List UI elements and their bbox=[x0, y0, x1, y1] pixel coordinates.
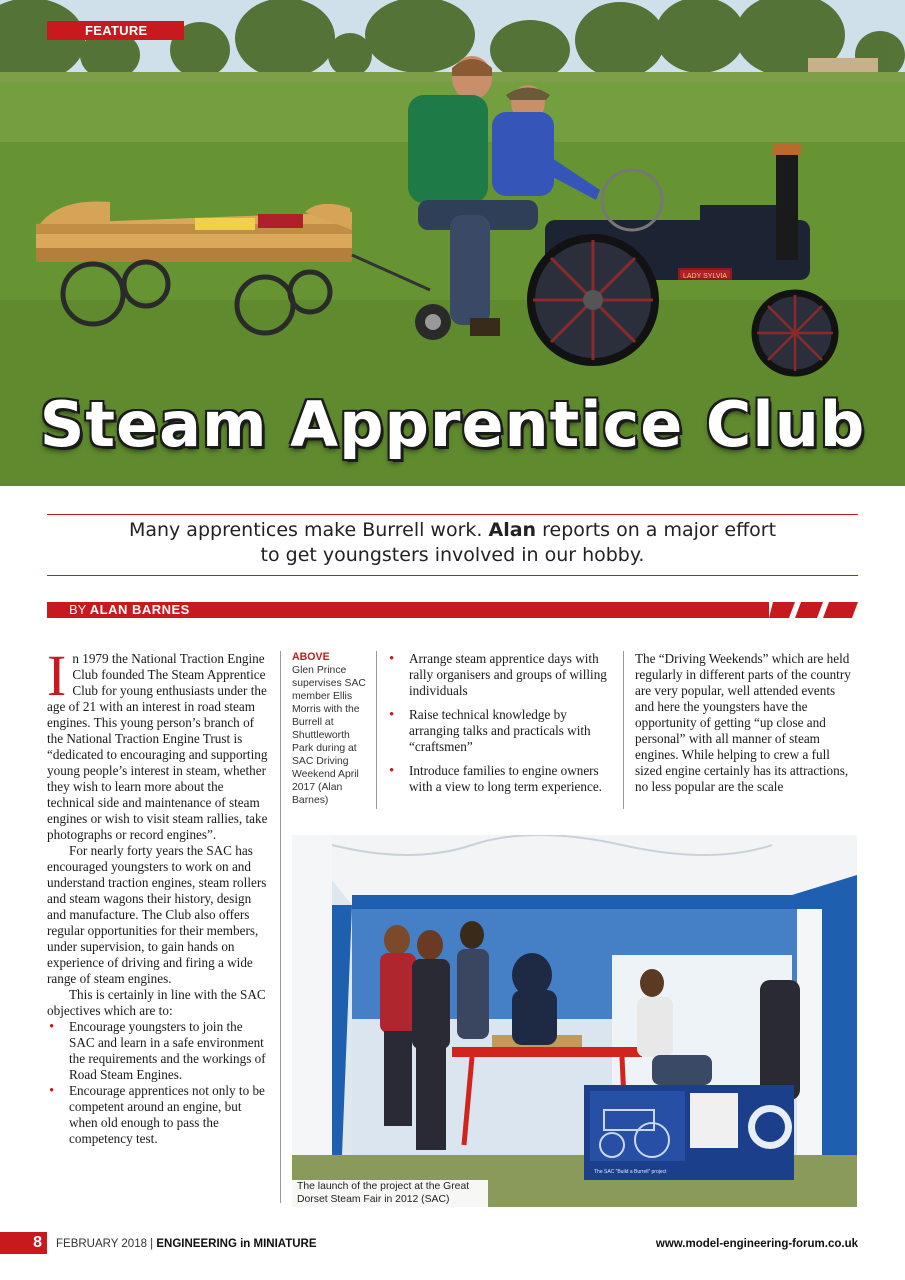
tent-photo bbox=[292, 835, 857, 1207]
list-item: • Encourage youngsters to join the SAC and learn in a safe environment the requirements and the workings of Road Steam Engines. bbox=[47, 1019, 269, 1083]
body-column-1 bbox=[47, 643, 269, 1147]
standfirst-text-b: reports on a major effort bbox=[536, 519, 777, 541]
tent-illustration bbox=[292, 835, 857, 1207]
magazine-name: ENGINEERING in MINIATURE bbox=[156, 1238, 317, 1250]
objectives-list bbox=[47, 1019, 269, 1147]
column-divider bbox=[376, 651, 377, 809]
website-url[interactable]: www.model-engineering-forum.co.uk bbox=[655, 1238, 858, 1250]
objectives-list-continued bbox=[387, 651, 607, 795]
svg-text:LADY SYLVIA: LADY SYLVIA bbox=[683, 273, 728, 280]
standfirst bbox=[47, 518, 858, 568]
section-tag: FEATURE bbox=[47, 21, 184, 40]
body-paragraph: For nearly forty years the SAC has encouraged youngsters to work on and understand traction engines, steam rollers and steam wagons their history, design and manufacture. The Club also offers regular opportunities for their members, under supervision, to gain hands on experience of driving and firing a wide range of steam engines. bbox=[47, 843, 267, 986]
caption-label: ABOVE bbox=[292, 651, 330, 663]
body-paragraph: This is certainly in line with the SAC objectives which are to: bbox=[47, 987, 266, 1018]
body-paragraph: The “Driving Weekends” which are held regularly in different parts of the country are very popular, well attended events and here the youngsters have the opportunity of getting “up close and personal” with all manner of steam engines. While helping to crew a full sized engine certainly has its attractions, no less popular are the scale bbox=[635, 651, 851, 794]
column-divider bbox=[623, 651, 624, 809]
banner-text: The SAC “Build a Burrell” project bbox=[594, 1169, 667, 1175]
byline-bar bbox=[47, 602, 769, 618]
standfirst-text-c: to get youngsters involved in our hobby. bbox=[260, 544, 645, 566]
byline-stripes-decoration bbox=[769, 602, 858, 618]
body-column-4 bbox=[635, 651, 857, 795]
drop-cap: I bbox=[47, 643, 67, 708]
caption-text: Glen Prince supervises SAC member Ellis Morris with the Burrell at Shuttleworth Park during at SAC Driving Weekend April 2017 (Alan Barnes) bbox=[292, 665, 366, 806]
body-column-3 bbox=[387, 651, 607, 803]
footer-issue-line bbox=[56, 1238, 317, 1250]
page-number: 8 bbox=[0, 1232, 47, 1254]
intro-text: n 1979 the National Traction Engine Club founded The Steam Apprentice Club for young enthusiasts under the age of 21 with an interest in road steam engines. This young person’s branch of the National Traction Engine Trust is “dedicated to encouraging and supporting young people’s interest in steam, whether they wish to learn more about the technical side and maintenance of steam engines or wish to visit steam rallies, take photographs or record engines”. bbox=[47, 651, 268, 842]
photo-caption-above bbox=[292, 651, 372, 807]
standfirst-text-a: Many apprentices make Burrell work. bbox=[128, 519, 489, 541]
byline-prefix: BY bbox=[69, 602, 87, 617]
intro-paragraph bbox=[47, 643, 269, 843]
standfirst-top-rule bbox=[47, 514, 858, 515]
article-title: Steam Apprentice Club bbox=[39, 388, 866, 461]
list-item: • Raise technical knowledge by arranging talks and practicals with “craftsmen” bbox=[387, 707, 607, 755]
list-item: • Introduce families to engine owners with a view to long term experience. bbox=[387, 763, 607, 795]
issue-date: FEBRUARY 2018 bbox=[56, 1238, 147, 1250]
standfirst-bottom-rule bbox=[47, 575, 858, 576]
footer-separator: | bbox=[146, 1238, 157, 1250]
column-divider bbox=[280, 651, 281, 1203]
byline-author: ALAN BARNES bbox=[89, 602, 190, 617]
list-item: • Arrange steam apprentice days with rally organisers and groups of willing individuals bbox=[387, 651, 607, 699]
hero-photo bbox=[0, 0, 905, 486]
list-item: • Encourage apprentices not only to be competent around an engine, but when old enough to pass the competency test. bbox=[47, 1083, 269, 1147]
tent-photo-caption: The launch of the project at the Great Dorset Steam Fair in 2012 (SAC) bbox=[292, 1180, 488, 1207]
standfirst-author: Alan bbox=[488, 519, 537, 541]
